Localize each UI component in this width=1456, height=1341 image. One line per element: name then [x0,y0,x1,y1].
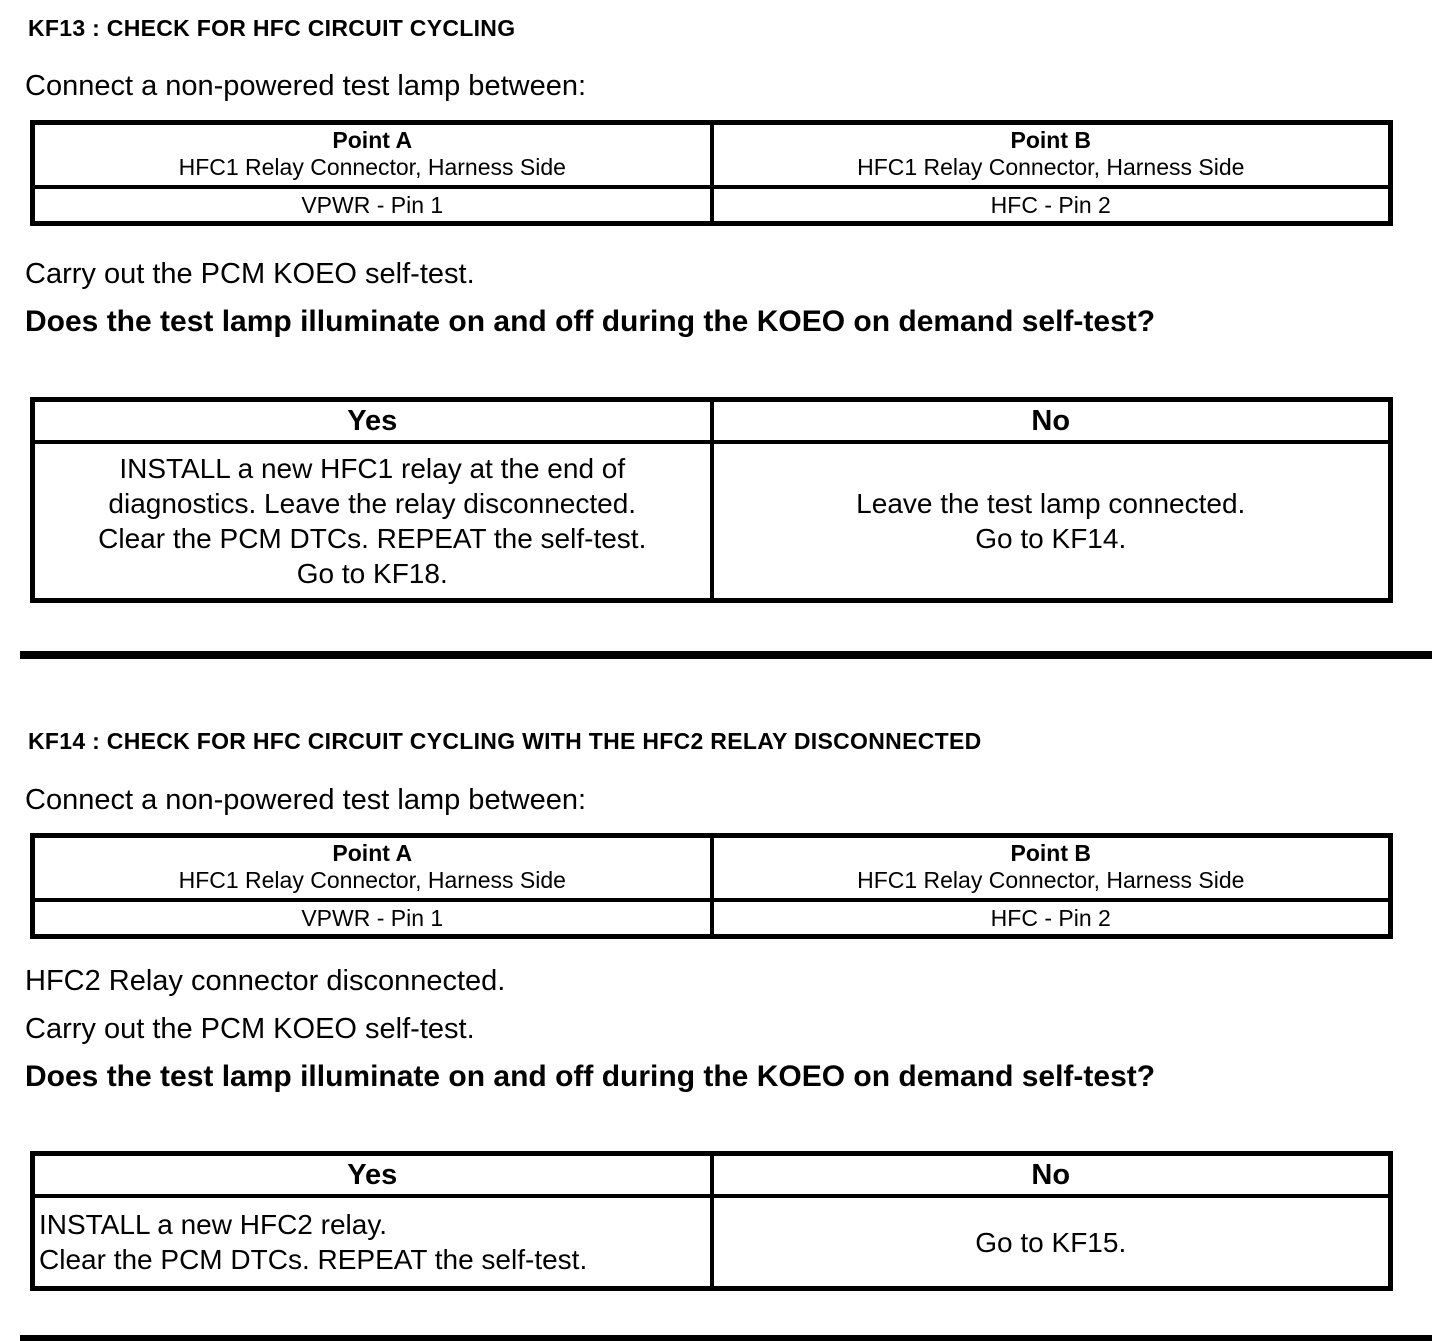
kf14-points-table [30,833,1393,939]
table-row [33,1154,1391,1197]
kf13-intro: Connect a non-powered test lamp between: [25,70,587,102]
point-a-value: VPWR - Pin 1 [33,900,712,937]
kf14-yes-line: INSTALL a new HFC2 relay. [39,1209,388,1240]
kf13-step-1: Carry out the PCM KOEO self-test. [25,258,475,290]
kf14-intro: Connect a non-powered test lamp between: [25,784,587,816]
kf13-yes-line: Go to KF18. [296,558,448,589]
point-b-value: HFC - Pin 2 [712,187,1391,224]
kf13-question: Does the test lamp illuminate on and off during the KOEO on demand self-test? [25,305,1156,338]
kf13-point-b-header-cell [712,123,1391,188]
section-kf14 [0,727,1456,1291]
kf14-point-a-header-cell [33,836,712,901]
table-row [33,442,1391,601]
table-row [33,1196,1391,1289]
point-a-header: Point A [332,840,413,866]
table-row [33,400,1391,443]
kf14-point-b-header-cell [712,836,1391,901]
point-b-header: Point B [1010,127,1091,153]
kf13-yes-line: diagnostics. Leave the relay disconnected. [108,488,637,519]
point-a-header: Point A [332,127,413,153]
kf13-point-a-header-cell [33,123,712,188]
point-b-header: Point B [1010,840,1091,866]
point-a-value: VPWR - Pin 1 [33,187,712,224]
kf14-step-2: Carry out the PCM KOEO self-test. [25,1013,475,1045]
section-kf13 [0,14,1456,603]
kf14-yes-header: Yes [33,1154,712,1197]
table-row [33,900,1391,937]
kf13-no-action [712,442,1391,601]
kf13-points-table [30,120,1393,226]
kf13-yes-action [33,442,712,601]
kf13-no-line: Leave the test lamp connected. [856,488,1246,519]
bottom-rule [20,1335,1432,1341]
kf13-result-table [30,397,1393,603]
kf14-no-action [712,1196,1391,1289]
kf13-yes-line: Clear the PCM DTCs. REPEAT the self-test. [98,523,647,554]
kf14-yes-action [33,1196,712,1289]
kf14-result-table [30,1151,1393,1291]
section-divider-rule [20,651,1432,659]
kf14-yes-line: Clear the PCM DTCs. REPEAT the self-test. [39,1244,588,1275]
table-row [33,187,1391,224]
kf14-question: Does the test lamp illuminate on and off during the KOEO on demand self-test? [25,1060,1156,1093]
kf14-no-line: Go to KF15. [975,1226,1127,1258]
kf13-no-line: Go to KF14. [975,523,1127,554]
point-b-subheader: HFC1 Relay Connector, Harness Side [857,154,1245,180]
kf14-no-header: No [712,1154,1391,1197]
kf13-yes-line: INSTALL a new HFC1 relay at the end of [119,453,626,484]
point-b-subheader: HFC1 Relay Connector, Harness Side [857,867,1245,893]
kf14-title: KF14 : CHECK FOR HFC CIRCUIT CYCLING WITH THE HFC2 RELAY DISCONNECTED [28,728,982,754]
table-row [33,836,1391,901]
kf13-title: KF13 : CHECK FOR HFC CIRCUIT CYCLING [28,15,516,41]
point-a-subheader: HFC1 Relay Connector, Harness Side [178,867,566,893]
kf13-yes-header: Yes [33,400,712,443]
point-b-value: HFC - Pin 2 [712,900,1391,937]
kf14-step-1: HFC2 Relay connector disconnected. [25,965,506,997]
point-a-subheader: HFC1 Relay Connector, Harness Side [178,154,566,180]
table-row [33,123,1391,188]
kf13-no-header: No [712,400,1391,443]
